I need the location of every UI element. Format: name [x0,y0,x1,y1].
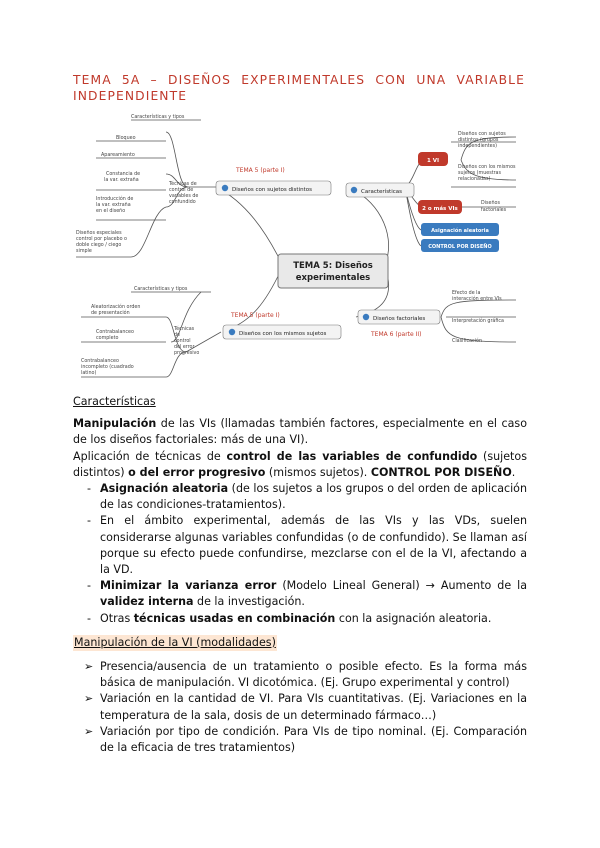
tecnicas-error-progresivo [173,325,199,356]
list-item: - Otras técnicas usadas en combinación con la asignación aleatoria. [73,611,527,627]
leaf-list-right-top [458,131,516,213]
svg-text:simple: simple [76,249,92,254]
svg-text:Diseños con sujetos distintos: Diseños con sujetos distintos [232,187,312,193]
node-1-vi [418,152,448,166]
tema-label: TEMA 6 (parte II) [371,331,422,338]
svg-text:Técnicas: Técnicas [174,327,195,332]
section-heading: Características [73,395,156,408]
svg-text:relacionadas): relacionadas) [458,177,491,182]
node-caracteristicas [346,183,414,197]
paragraph: Manipulación de las VIs (llamadas también factores, especialmente en el caso de los diseños factoriales: más de una VI). [73,417,527,447]
list-item: ➢ Variación por tipo de condición. Para VIs de tipo nominal. (Ej. Comparación de la eficacia de tres tratamientos) [73,724,527,756]
list-item: - Asignación aleatoria (de los sujetos a los grupos o del orden de aplicación de las condiciones-tratamientos). [73,481,527,513]
node-disenos-factoriales [358,310,440,324]
list-item: - En el ámbito experimental, además de las VIs y las VDs, suelen considerarse algunas variables confundidas (o de confundido). Se llaman así porque su efecto puede confundirse, mezclarse con el de la VI, afectando a la VD. [73,513,527,578]
svg-text:Técnicas de: Técnicas de [169,182,197,187]
svg-text:factoriales: factoriales [481,208,507,213]
svg-text:Diseños con sujetos: Diseños con sujetos [458,132,506,137]
svg-text:Efecto de la: Efecto de la [452,291,481,296]
svg-text:Constancia de: Constancia de [106,172,141,177]
node-2-vis [418,200,462,214]
svg-text:Diseños: Diseños [481,201,500,206]
svg-text:de presentación: de presentación [91,311,130,316]
list-item: ➢ Variación en la cantidad de VI. Para VIs cuantitativas. (Ej. Variaciones en la temperatura de la sala, dosis de un determinado fármaco…) [73,691,527,723]
svg-text:doble ciego / ciego: doble ciego / ciego [76,243,122,248]
mind-map [66,112,536,382]
node-sujetos-distintos [216,181,331,195]
svg-text:Diseños con los mismos: Diseños con los mismos [458,165,516,170]
svg-text:Características: Características [361,189,403,195]
svg-text:CONTROL POR DISEÑO: CONTROL POR DISEÑO [428,244,492,250]
tecnicas-confundido [168,180,198,205]
bullet-list [73,481,527,627]
svg-text:Apareamiento: Apareamiento [101,153,135,158]
svg-text:Contrabalanceo: Contrabalanceo [81,359,119,364]
svg-text:latino): latino) [81,371,97,376]
svg-text:de: de [174,333,180,338]
section-heading: Manipulación de la VI (modalidades) [73,635,277,651]
svg-text:Clasificación: Clasificación [452,339,482,344]
tema-label: TEMA 5 (parte I) [231,312,280,319]
svg-text:Introducción de: Introducción de [96,197,134,202]
svg-text:interacción entre VIs: interacción entre VIs [452,297,502,302]
svg-text:Diseños con los mismos sujetos: Diseños con los mismos sujetos [239,331,327,337]
svg-text:del error: del error [174,345,195,350]
list-item: ➢ Presencia/ausencia de un tratamiento o posible efecto. Es la forma más básica de manipulación. VI dicotómica. (Ej. Grupo experimental y control) [73,659,527,691]
svg-text:Características y tipos: Características y tipos [131,115,185,120]
svg-text:Características y tipos: Características y tipos [134,287,188,292]
tema-label: TEMA 5 (parte I) [236,167,285,174]
svg-text:variables de: variables de [169,194,199,199]
svg-text:progresivo: progresivo [174,351,200,356]
node-asignacion-aleatoria [421,223,499,236]
svg-text:en el diseño: en el diseño [96,209,126,214]
svg-text:Aleatorización orden: Aleatorización orden [91,305,141,310]
svg-text:Contrabalanceo: Contrabalanceo [96,330,134,335]
paragraph: Aplicación de técnicas de control de las variables de confundido (sujetos distintos) o del error progresivo (mismos sujetos). CONTROL POR DISEÑO. [73,449,527,479]
svg-text:Asignación aleatoria: Asignación aleatoria [431,228,489,234]
svg-text:1 VI: 1 VI [426,158,440,164]
svg-text:Diseños especiales: Diseños especiales [76,231,122,236]
svg-text:2 o más VIs: 2 o más VIs [422,206,458,212]
document-body [73,394,527,756]
svg-text:confundido: confundido [169,200,196,205]
node-control-por-diseno [421,239,499,252]
arrow-list [73,659,527,756]
svg-text:control por placebo o: control por placebo o [76,237,127,242]
svg-text:incompleto (cuadrado: incompleto (cuadrado [81,365,134,370]
svg-text:Bloqueo: Bloqueo [116,136,136,141]
leaf-list-left-bottom [81,285,188,376]
center-node [278,254,388,288]
svg-text:Diseños factoriales: Diseños factoriales [373,316,426,322]
svg-text:completo: completo [96,336,119,341]
page-title: TEMA 5A – DISEÑOS EXPERIMENTALES CON UNA VARIABLE INDEPENDIENTE [73,73,525,103]
list-item: - Minimizar la varianza error (Modelo Lineal General) → Aumento de la validez interna de la investigación. [73,578,527,610]
node-mismos-sujetos [223,325,341,339]
svg-text:la var. extraña: la var. extraña [104,178,139,183]
svg-text:control de: control de [169,188,194,193]
svg-text:distintos (grupos: distintos (grupos [458,138,499,143]
svg-text:experimentales: experimentales [295,273,371,283]
svg-text:control: control [174,339,191,344]
svg-text:Interpretación gráfica: Interpretación gráfica [452,319,504,324]
svg-text:la var. extraña: la var. extraña [96,203,131,208]
svg-text:independientes): independientes) [458,144,497,149]
svg-text:sujetos (muestras: sujetos (muestras [458,171,501,176]
svg-text:TEMA 5: Diseños: TEMA 5: Diseños [293,261,373,271]
